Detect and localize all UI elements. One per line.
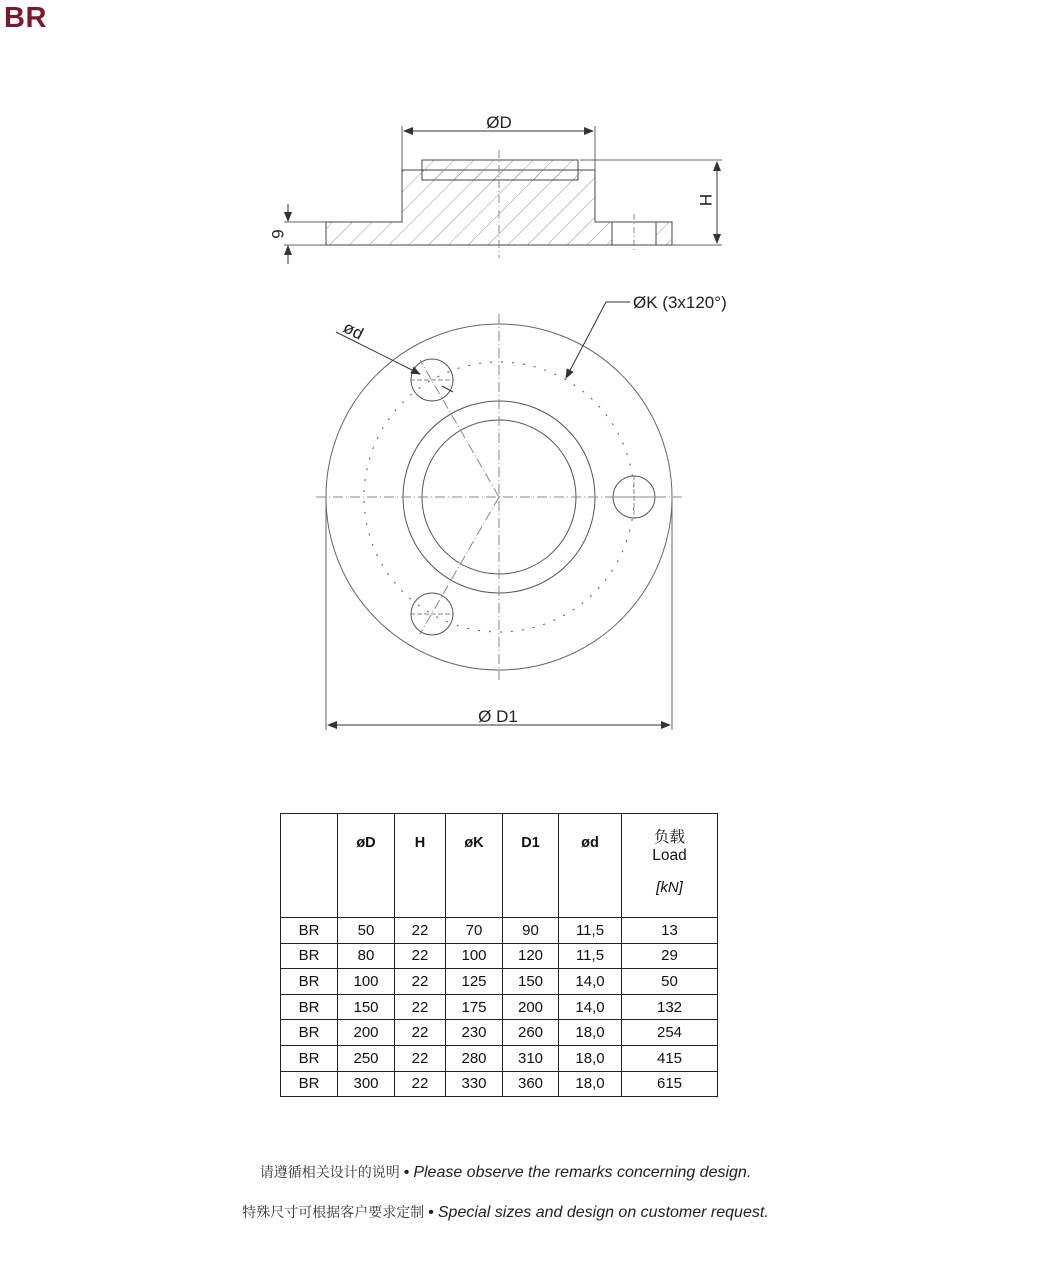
- table-cell: 22: [395, 918, 446, 944]
- bullet: •: [428, 1204, 434, 1221]
- table-cell: 250: [338, 1045, 395, 1071]
- table-cell: 310: [503, 1045, 559, 1071]
- table-cell: 29: [622, 943, 718, 969]
- table-body: [281, 918, 718, 1097]
- table-row: [281, 1045, 718, 1071]
- table-cell: BR: [281, 969, 338, 995]
- table-cell: 18,0: [559, 1045, 622, 1071]
- bullet: •: [403, 1164, 410, 1181]
- top-view: [316, 302, 682, 730]
- label-bolt-circle: ØK (3x120°): [633, 293, 727, 312]
- col-header-load: [622, 814, 718, 918]
- table-cell: BR: [281, 994, 338, 1020]
- col-header-hole: ød: [559, 814, 622, 918]
- load-en: Load: [652, 847, 687, 864]
- table-header-row: [281, 814, 718, 918]
- table-row: [281, 918, 718, 944]
- table-cell: 90: [503, 918, 559, 944]
- table-cell: BR: [281, 1045, 338, 1071]
- col-header-type: [281, 814, 338, 918]
- table-cell: 22: [395, 1071, 446, 1097]
- table-cell: 260: [503, 1020, 559, 1046]
- table-cell: BR: [281, 918, 338, 944]
- table-cell: BR: [281, 943, 338, 969]
- col-header-ok: øK: [446, 814, 503, 918]
- table-cell: 230: [446, 1020, 503, 1046]
- table-row: [281, 969, 718, 995]
- table-cell: 50: [622, 969, 718, 995]
- table-cell: 330: [446, 1071, 503, 1097]
- table-cell: 300: [338, 1071, 395, 1097]
- table-cell: 254: [622, 1020, 718, 1046]
- table-cell: 14,0: [559, 994, 622, 1020]
- table-cell: 22: [395, 969, 446, 995]
- table-cell: 22: [395, 1020, 446, 1046]
- table-row: [281, 943, 718, 969]
- table-cell: 150: [338, 994, 395, 1020]
- table-cell: 50: [338, 918, 395, 944]
- table-row: [281, 994, 718, 1020]
- table-cell: 280: [446, 1045, 503, 1071]
- table-cell: 100: [446, 943, 503, 969]
- product-title: BR: [4, 2, 47, 34]
- table-cell: 360: [503, 1071, 559, 1097]
- remark-design: [0, 1162, 1035, 1182]
- table-cell: 125: [446, 969, 503, 995]
- table-cell: 14,0: [559, 969, 622, 995]
- table-cell: 150: [503, 969, 559, 995]
- table-cell: 415: [622, 1045, 718, 1071]
- table-cell: 11,5: [559, 943, 622, 969]
- label-height: H: [696, 193, 715, 207]
- side-section-view: [284, 126, 722, 264]
- label-flange-thickness: 6: [268, 229, 287, 239]
- table-cell: 18,0: [559, 1020, 622, 1046]
- table-row: [281, 1020, 718, 1046]
- table-cell: 175: [446, 994, 503, 1020]
- table-cell: 200: [338, 1020, 395, 1046]
- table-cell: 18,0: [559, 1071, 622, 1097]
- remark-special-zh: 特殊尺寸可根据客户要求定制: [242, 1204, 425, 1220]
- col-header-d1: D1: [503, 814, 559, 918]
- table-cell: 22: [395, 1045, 446, 1071]
- table-cell: 11,5: [559, 918, 622, 944]
- table-cell: 615: [622, 1071, 718, 1097]
- table-cell: 13: [622, 918, 718, 944]
- table-row: [281, 1071, 718, 1097]
- table-cell: BR: [281, 1020, 338, 1046]
- label-od: ØD: [486, 113, 512, 132]
- remark-design-zh: 请遵循相关设计的说明: [259, 1164, 400, 1180]
- table-cell: 100: [338, 969, 395, 995]
- table-cell: 22: [395, 943, 446, 969]
- table-cell: 120: [503, 943, 559, 969]
- load-zh: 负载: [653, 829, 685, 846]
- table-cell: 132: [622, 994, 718, 1020]
- remark-design-en: Please observe the remarks concerning design.: [413, 1164, 752, 1181]
- remark-special-sizes: [0, 1202, 1035, 1222]
- table-cell: 22: [395, 994, 446, 1020]
- label-d1: Ø D1: [478, 707, 518, 726]
- table-cell: 200: [503, 994, 559, 1020]
- spec-table: [280, 813, 718, 1097]
- table-cell: BR: [281, 1071, 338, 1097]
- col-header-od: øD: [338, 814, 395, 918]
- col-header-h: H: [395, 814, 446, 918]
- load-unit: [kN]: [656, 879, 683, 896]
- table-cell: 70: [446, 918, 503, 944]
- label-hole-dia: ød: [340, 317, 367, 344]
- table-cell: 80: [338, 943, 395, 969]
- remark-special-en: Special sizes and design on customer request.: [437, 1204, 769, 1221]
